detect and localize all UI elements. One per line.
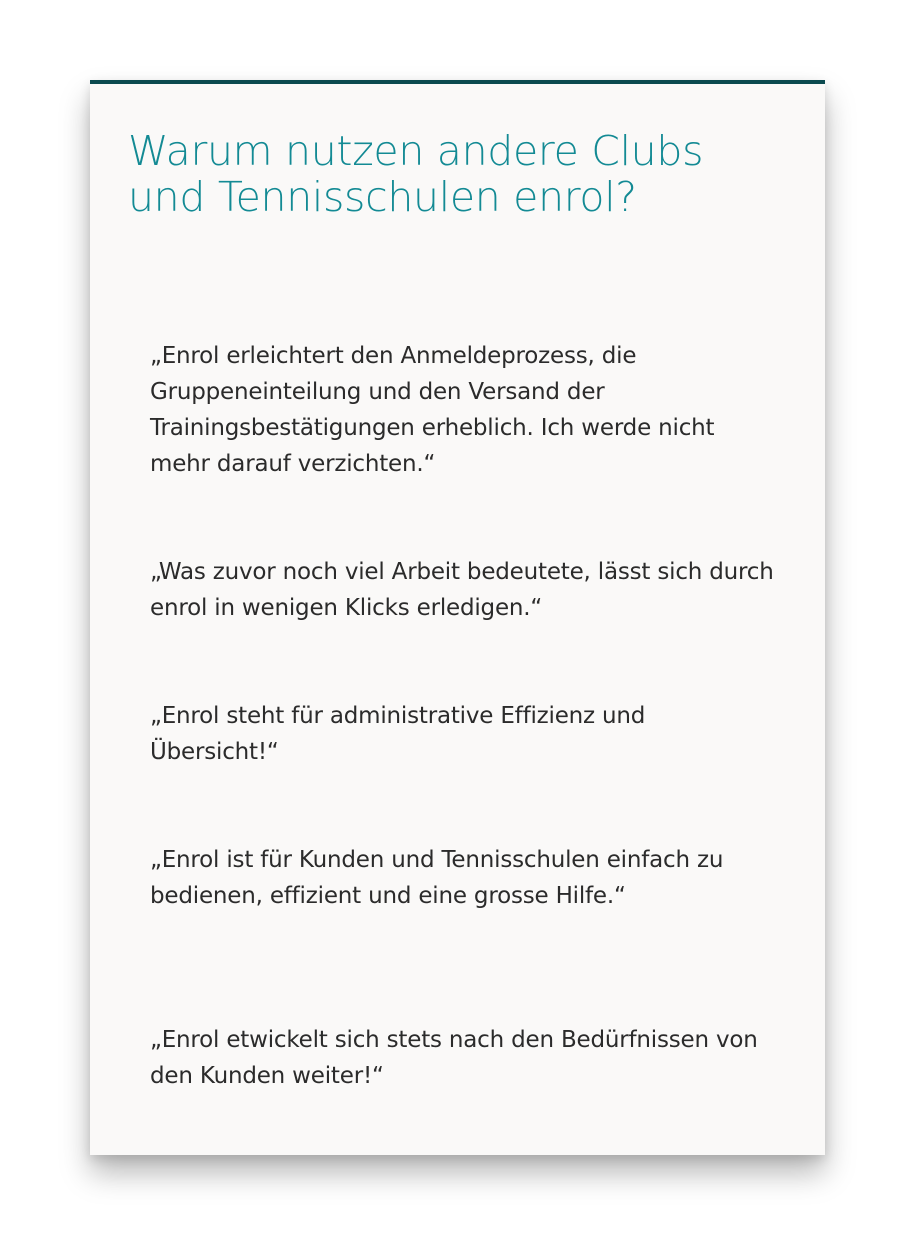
testimonial-quote-5: „Enrol etwickelt sich stets nach den Bedürfnissen von den Kunden weiter!“ <box>150 1027 758 1089</box>
card-title: Warum nutzen andere Clubs und Tennisschulen enrol? <box>128 127 704 221</box>
testimonial-quote-2: „Was zuvor noch viel Arbeit bedeutete, lässt sich durch enrol in wenigen Klicks erledigen.“ <box>150 559 774 621</box>
testimonial-quote-3: „Enrol steht für administrative Effizienz und Übersicht!“ <box>150 703 646 765</box>
testimonial-card <box>90 80 825 1155</box>
testimonial-quote-4: „Enrol ist für Kunden und Tennisschulen einfach zu bedienen, effizient und eine grosse Hilfe.“ <box>150 847 724 909</box>
testimonial-quote-1: „Enrol erleichtert den Anmeldeprozess, die Gruppeneinteilung und den Versand der Trainingsbestätigungen erheblich. Ich werde nicht mehr darauf verzichten.“ <box>150 343 715 477</box>
